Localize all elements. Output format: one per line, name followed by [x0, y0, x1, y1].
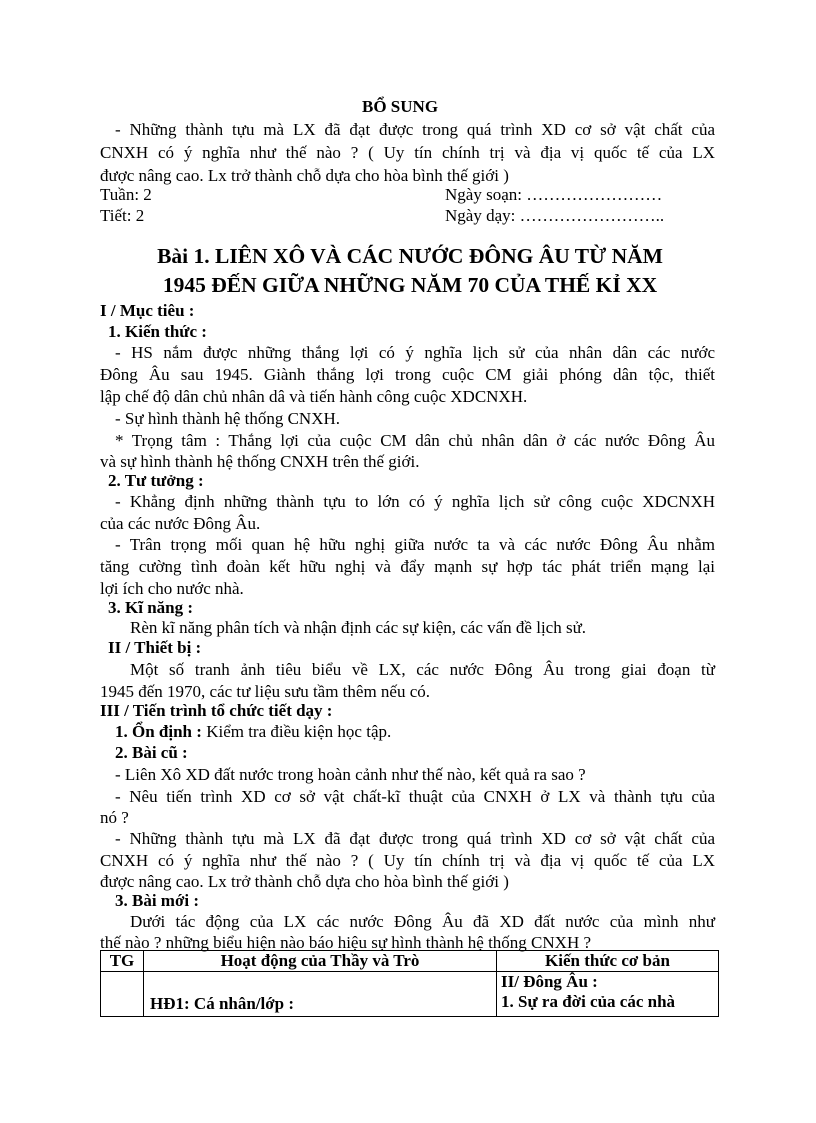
supplement-line: được nâng cao. Lx trở thành chỗ dựa cho hòa bình thế giới ) [100, 166, 509, 185]
table-header-row [101, 951, 719, 972]
section-heading: I / Mục tiêu : [100, 301, 195, 320]
knowledge-cell [497, 972, 719, 1017]
body-line: * Trọng tâm : Thắng lợi của cuộc CM dân chủ nhân dân ở các nước Đông Âu [115, 431, 715, 450]
body-line: Một số tranh ảnh tiêu biểu về LX, các nước Đông Âu trong giai đoạn từ [130, 660, 715, 679]
supplement-heading: BỔ SUNG [362, 97, 439, 116]
prep-date-label: Ngày soạn: …………………… [445, 185, 663, 204]
stabilize-text: Kiểm tra điều kiện học tập. [201, 722, 392, 741]
subsection-heading: 3. Kĩ năng : [108, 598, 194, 617]
teach-date-label: Ngày dạy: …………………….. [445, 206, 665, 225]
lesson-title-line: Bài 1. LIÊN XÔ VÀ CÁC NƯỚC ĐÔNG ÂU TỪ NĂM [157, 244, 663, 268]
body-line: thế nào ? những biểu hiện nào báo hiệu sự hình thành hệ thống CNXH ? [100, 933, 592, 952]
period-label: Tiết: 2 [100, 206, 145, 225]
body-line: của các nước Đông Âu. [100, 514, 261, 533]
body-line: 1945 đến 1970, các tư liệu sưu tầm thêm nếu có. [100, 682, 431, 701]
body-line: - Liên Xô XD đất nước trong hoàn cảnh như thế nào, kết quả ra sao ? [115, 765, 586, 784]
subsection-heading: 3. Bài mới : [115, 891, 200, 910]
lesson-plan-table [100, 950, 719, 1017]
knowledge-line: II/ Đông Âu : [501, 972, 598, 991]
body-line: - HS nắm được những thắng lợi có ý nghĩa lịch sử của nhân dân các nước [115, 343, 715, 362]
header-cell-activity: Hoạt động của Thầy và Trò [144, 951, 497, 972]
subsection-heading: 2. Bài cũ : [115, 743, 188, 762]
subsection-heading: 1. Kiến thức : [108, 322, 207, 341]
header-cell-knowledge: Kiến thức cơ bản [497, 951, 719, 972]
supplement-line: - Những thành tựu mà LX đã đạt được trong quá trình XD cơ sở vật chất của [115, 120, 715, 139]
body-line: lập chế độ dân chủ nhân dâ và tiến hành công cuộc XDCNXH. [100, 387, 528, 406]
body-line: - Những thành tựu mà LX đã đạt được trong quá trình XD cơ sở vật chất của [115, 829, 715, 848]
body-line: Đông Âu sau 1945. Giành thắng lợi trong cuộc CM giải phóng dân tộc, thiết [100, 365, 715, 384]
supplement-line: CNXH có ý nghĩa như thế nào ? ( Uy tín chính trị và địa vị quốc tế của LX [100, 143, 715, 162]
lesson-title-line: 1945 ĐẾN GIỮA NHỮNG NĂM 70 CỦA THẾ KỈ XX [162, 273, 658, 297]
body-line: Dưới tác động của LX các nước Đông Âu đã XD đất nước của mình như [130, 912, 715, 931]
time-cell [101, 972, 144, 1017]
body-line: - Trân trọng mối quan hệ hữu nghị giữa nước ta và các nước Đông Âu nhằm [115, 535, 715, 554]
body-line: tăng cường tình đoàn kết hữu nghị và đẩy mạnh sự hợp tác phát triển mạng lại [100, 557, 715, 576]
body-line: và sự hình thành hệ thống CNXH trên thế giới. [100, 452, 420, 471]
body-line: lợi ích cho nước nhà. [100, 579, 244, 598]
section-heading: III / Tiến trình tổ chức tiết dạy : [100, 701, 333, 720]
body-line: được nâng cao. Lx trở thành chỗ dựa cho hòa bình thế giới ) [100, 872, 509, 891]
body-line: - Nêu tiến trình XD cơ sở vật chất-kĩ thuật của CNXH ở LX và thành tựu của [115, 787, 715, 806]
activity-cell [144, 972, 497, 1017]
stabilize-line [115, 721, 391, 742]
body-line: - Sự hình thành hệ thống CNXH. [115, 409, 341, 428]
header-cell-time: TG [101, 951, 144, 972]
table-row [101, 972, 719, 1017]
section-heading: II / Thiết bị : [108, 638, 202, 657]
subsection-heading: 2. Tư tưởng : [108, 471, 204, 490]
body-line: CNXH có ý nghĩa như thế nào ? ( Uy tín chính trị và địa vị quốc tế của LX [100, 851, 715, 870]
body-line: - Khẳng định những thành tựu to lớn có ý nghĩa lịch sử công cuộc XDCNXH [115, 492, 715, 511]
knowledge-line: 1. Sự ra đời của các nhà [501, 992, 676, 1011]
stabilize-label: 1. Ổn định : [115, 722, 202, 741]
week-label: Tuần: 2 [100, 185, 152, 204]
body-line: nó ? [100, 808, 129, 827]
activity-text: HĐ1: Cá nhân/lớp : [150, 994, 295, 1013]
body-line: Rèn kĩ năng phân tích và nhận định các sự kiện, các vấn đề lịch sử. [130, 618, 587, 637]
